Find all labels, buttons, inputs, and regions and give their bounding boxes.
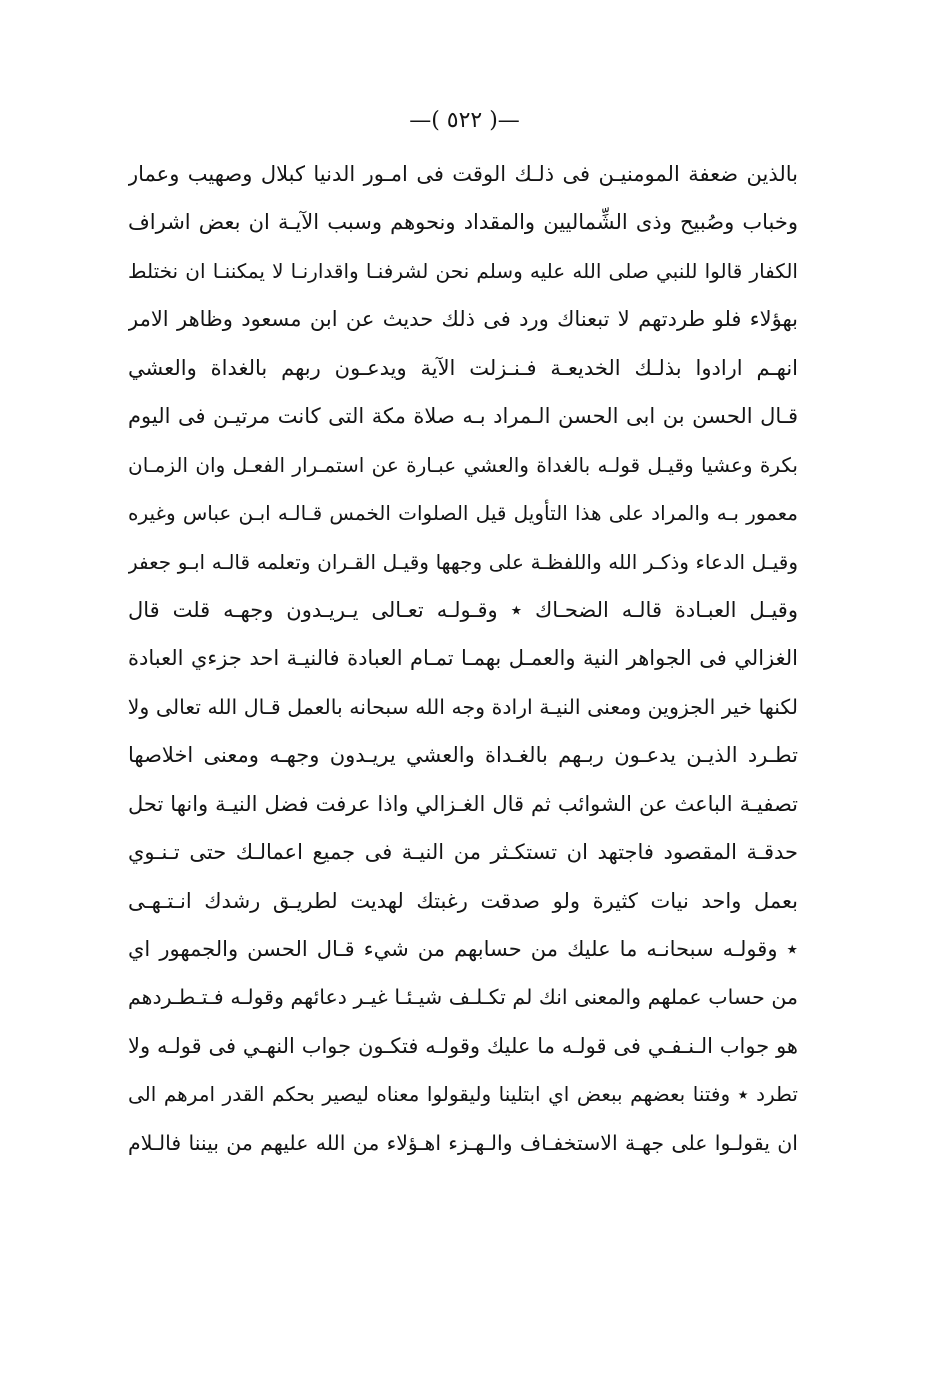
text-line-12: لكنها خير الجزوين ومعنى النيـة ارادة وجه الله سبحانه بالعمل قـال الله تعالى ولا [128,694,798,719]
text-line-18: من حساب عملهم والمعنى انك لم تكـلـف شيـئـا غيـر دعائهم وقولـه فـتـطـردهم [128,985,798,1010]
text-line-1: بالذين ضعفة المومنيـن فى ذلـك الوقت فى امـور الدنيا كبلال وصهيب وعمار [128,162,798,186]
text-line-2: وخباب وصُبيح وذى الشِّماليين والمقداد ونحوهم وسبب الآيـة ان بعض اشراف [128,210,798,235]
text-line-8: معمور بـه والمراد على هذا التأويل قيل الصلوات الخمس قـالـه ابـن عباس وغيره [128,501,798,526]
text-line-6: قـال الحسن بن ابى الحسن الـمراد بـه صلاة مكة التى كانت مرتيـن فى اليوم [128,404,798,429]
text-line-17: ٭ وقولـه سبحانـه ما عليك من حسابهم من شيء قـال الحسن والجمهور اي [128,937,798,961]
text-line-5: انهـم ارادوا بذلـك الخديعـة فـنـزلت الآية ويدعـون ربهم بالغداة والعشي [128,355,798,380]
body-text [128,150,798,1167]
text-line-7: بكرة وعشيا وقيـل قولـه بالغداة والعشي عبـارة عن استمـرار الفعـل وان الزمـان [128,452,798,477]
text-line-21: ان يقولـوا على جهـة الاستخفـاف والـهـزء اهـؤلاء من الله عليهم من بيننا فالـلام [128,1130,798,1155]
text-line-10: وقيـل العبـادة قالـه الضحـاك ٭ وقـولـه تعـالى يـريـدون وجهـه قلت قال [128,597,798,622]
page-number: —( ٥٢٢ )— [409,108,520,133]
text-line-14: تصفيـة الباعث عن الشوائب ثم قال الغـزالي واذا عرفت فضل النيـة وانها تحل [128,791,798,816]
text-line-19: هو جواب الـنـفـي فى قولـه ما عليك وقولـه فتكـون جواب النهـي فى قولـه ولا [128,1033,798,1058]
text-line-16: بعمل واحد نيات كثيرة ولو صدقت رغبتك لهديت لطريـق رشدك انـتـهـى [128,888,798,913]
text-line-4: بهؤلاء فلو طردتهم لا تبعناك ورد فى ذلك حديث عن ابن مسعود وظاهر الامر [128,307,798,332]
text-line-11: الغزالي فى الجواهر النية والعمـل بهمـا تمـام العبادة فالنيـة احد جزءي العبادة [128,646,798,671]
text-line-20: تطرد ٭ وفتنا بعضهم ببعض اي ابتلينا وليقولوا معناه ليصير بحكم القدر امرهم الى [128,1082,798,1107]
text-line-9: وقيـل الدعاء وذكـر الله واللفظـة على وجهها وقيـل القـران وتعلمه قالـه ابـو جعفر [128,549,798,574]
text-line-15: حدقـة المقصود فاجتهد ان تستكـثر من النيـة فى جميع اعمالـك حتى تـنـوي [128,840,798,865]
text-line-3: الكفار قالوا للنبي صلى الله عليه وسلم نحن لشرفنـا واقدارنـا لا يمكننـا ان نختلط [128,258,798,283]
text-line-13: تطـرد الذيـن يدعـون ربـهم بالغـداة والعشي يريـدون وجهـه ومعنى اخلاصها [128,743,798,768]
